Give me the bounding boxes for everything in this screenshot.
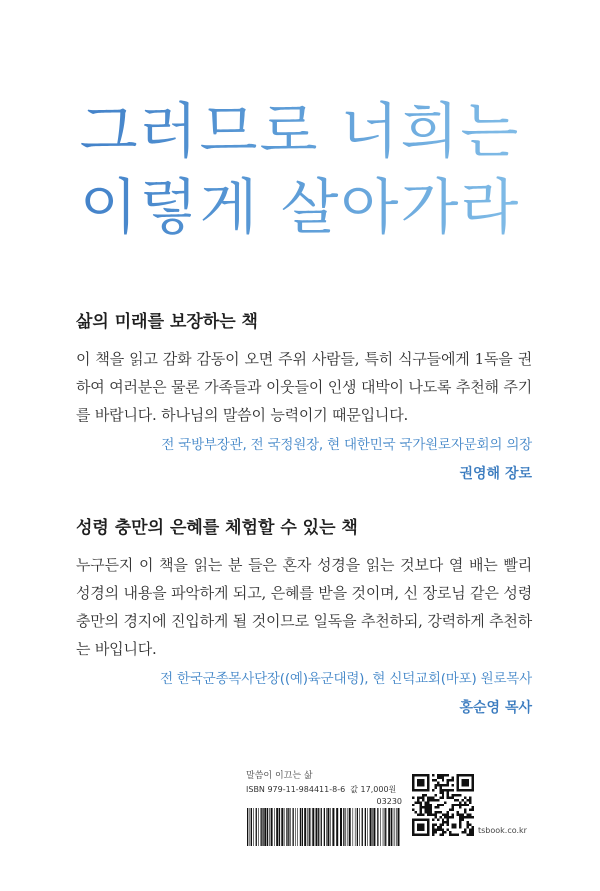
endorsement-1-endorser: 권영해 장로 [459, 466, 532, 482]
endorsement-1-affiliation: 전 국방부장관, 전 국정원장, 현 대한민국 국가원로자문회의 의장 [161, 437, 532, 453]
isbn-addon-code: 03230 [376, 797, 402, 806]
book-price: 값 17,000원 [350, 785, 397, 794]
endorsement-2-endorser: 홍순영 목사 [459, 700, 532, 716]
title-line-1: 그러므로 너희는 [0, 96, 600, 168]
isbn-number: ISBN 979-11-984411-8-6 [246, 785, 346, 794]
endorsement-2 [76, 513, 532, 717]
barcode-book-title: 말씀이 이끄는 삶 [246, 771, 313, 781]
title-line-2: 이렇게 살아가라 [0, 172, 600, 244]
endorsement-1-body: 이 책을 읽고 감화 감동이 오면 주위 사람들, 특히 식구들에게 1독을 권하여 여러분은 물론 가족들과 이웃들이 인생 대박이 나도록 추천해 주기를 바랍니다. 하나님의 말씀이 능력이기 때문입니다. [76, 350, 532, 424]
endorsement-1-heading: 삶의 미래를 보장하는 책 [76, 312, 258, 332]
isbn-price-line [246, 784, 402, 795]
endorsement-1 [76, 307, 532, 483]
barcode-graphic [246, 808, 402, 846]
endorsement-2-affiliation: 전 한국군종목사단장((예)육군대령), 현 신덕교회(마포) 원로목사 [160, 671, 532, 687]
endorsement-2-body: 누구든지 이 책을 읽는 분 들은 혼자 성경을 읽는 것보다 열 배는 빨리 성경의 내용을 파악하게 되고, 은혜를 받을 것이며, 신 장로님 같은 성령 충만의 경지에 진입하게 될 것이므로 일독을 추천하되, 강력하게 추천하는 바입니다. [76, 556, 532, 658]
endorsement-2-heading: 성령 충만의 은혜를 체험할 수 있는 책 [76, 518, 358, 538]
qr-code-graphic [412, 774, 474, 836]
publisher-website: tsbook.co.kr [478, 826, 527, 835]
isbn-barcode-block [246, 768, 402, 858]
